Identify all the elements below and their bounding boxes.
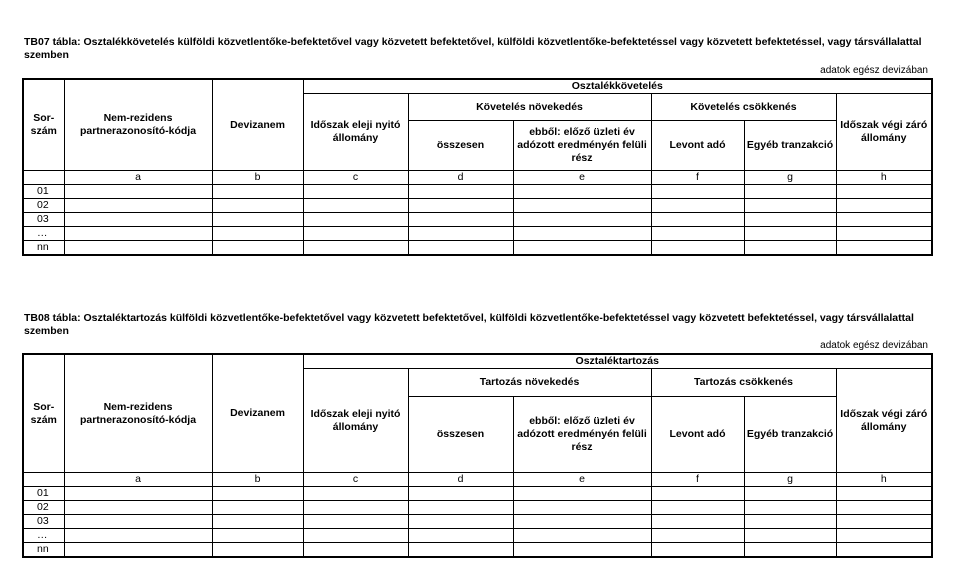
table-row [23, 529, 932, 543]
cell[interactable] [836, 501, 932, 515]
cell[interactable] [64, 529, 212, 543]
header-ebbol: ebből: előző üzleti év adózott eredményén felüli rész [513, 397, 651, 473]
letter-c: c [303, 473, 408, 487]
cell[interactable] [303, 529, 408, 543]
cell[interactable] [513, 487, 651, 501]
header-levont-ado: Levont adó [651, 121, 744, 171]
table-row [23, 501, 932, 515]
header-partner-code: Nem-rezidens partnerazonosító-kódja [64, 354, 212, 473]
table-row [23, 199, 932, 213]
cell[interactable] [408, 213, 513, 227]
cell[interactable] [513, 543, 651, 558]
cell[interactable] [651, 213, 744, 227]
tb08-unit-note: adatok egész devizában [820, 340, 928, 351]
cell[interactable] [513, 199, 651, 213]
row-code: 01 [23, 487, 64, 501]
header-egyeb-tranzakcio: Egyéb tranzakció [744, 397, 836, 473]
header-sor-szam: Sor- szám [23, 79, 64, 171]
tb07-table [22, 78, 933, 256]
row-code: 02 [23, 199, 64, 213]
cell[interactable] [651, 199, 744, 213]
header-group-osztalekkoveteles: Osztalékkövetelés [303, 79, 932, 94]
cell[interactable] [64, 501, 212, 515]
cell[interactable] [836, 185, 932, 199]
tb08-title: TB08 tábla: Osztaléktartozás külföldi közvetlentőke-befektetővel vagy közvetett befektetővel, külföldi közvetlentőke-befektetéssel vagy közvetett befektetéssel, vagy társvállalattal szemben [24, 312, 914, 337]
cell[interactable] [212, 487, 303, 501]
cell[interactable] [408, 515, 513, 529]
cell[interactable] [513, 213, 651, 227]
cell[interactable] [303, 515, 408, 529]
letter-g: g [744, 473, 836, 487]
letter-g: g [744, 171, 836, 185]
header-partner-code: Nem-rezidens partnerazonosító-kódja [64, 79, 212, 171]
table-row [23, 487, 932, 501]
row-code: nn [23, 241, 64, 256]
header-ebbol: ebből: előző üzleti év adózott eredményén felüli rész [513, 121, 651, 171]
cell[interactable] [651, 515, 744, 529]
cell[interactable] [836, 543, 932, 558]
row-code: 03 [23, 213, 64, 227]
cell[interactable] [212, 199, 303, 213]
header-koveteles-csokkenes: Követelés csökkenés [651, 94, 836, 121]
row-code: 03 [23, 515, 64, 529]
cell[interactable] [744, 227, 836, 241]
cell[interactable] [408, 199, 513, 213]
cell[interactable] [513, 185, 651, 199]
cell[interactable] [303, 241, 408, 256]
cell[interactable] [651, 501, 744, 515]
cell[interactable] [64, 515, 212, 529]
cell[interactable] [651, 241, 744, 256]
row-code: … [23, 529, 64, 543]
header-zaro-allomany: Időszak végi záró állomány [836, 369, 932, 473]
header-koveteles-novekedes: Követelés növekedés [408, 94, 651, 121]
cell[interactable] [744, 185, 836, 199]
cell[interactable] [212, 515, 303, 529]
row-code: … [23, 227, 64, 241]
cell[interactable] [212, 227, 303, 241]
header-zaro-allomany: Időszak végi záró állomány [836, 94, 932, 171]
cell[interactable] [744, 213, 836, 227]
tb07-unit-note: adatok egész devizában [820, 65, 928, 76]
header-devizanem: Devizanem [212, 354, 303, 473]
cell[interactable] [836, 213, 932, 227]
cell[interactable] [836, 241, 932, 256]
cell[interactable] [64, 241, 212, 256]
header-sor-szam: Sor- szám [23, 354, 64, 473]
header-devizanem: Devizanem [212, 79, 303, 171]
header-osszesen: összesen [408, 121, 513, 171]
header-tartozas-novekedes: Tartozás növekedés [408, 369, 651, 397]
cell[interactable] [651, 487, 744, 501]
cell[interactable] [744, 515, 836, 529]
cell[interactable] [408, 227, 513, 241]
header-osszesen: összesen [408, 397, 513, 473]
letter-h: h [836, 473, 932, 487]
letter-c: c [303, 171, 408, 185]
cell[interactable] [836, 515, 932, 529]
cell[interactable] [64, 487, 212, 501]
cell[interactable] [744, 501, 836, 515]
cell[interactable] [513, 501, 651, 515]
tb08-table [22, 353, 933, 558]
cell[interactable] [212, 529, 303, 543]
cell[interactable] [651, 543, 744, 558]
cell[interactable] [651, 529, 744, 543]
cell[interactable] [64, 543, 212, 558]
cell[interactable] [408, 487, 513, 501]
cell[interactable] [744, 487, 836, 501]
cell[interactable] [303, 185, 408, 199]
cell[interactable] [212, 241, 303, 256]
cell[interactable] [212, 185, 303, 199]
cell[interactable] [303, 199, 408, 213]
table-row [23, 227, 932, 241]
cell[interactable] [744, 199, 836, 213]
table-row [23, 185, 932, 199]
table-row [23, 543, 932, 558]
cell[interactable] [303, 543, 408, 558]
letter-d: d [408, 473, 513, 487]
cell[interactable] [212, 501, 303, 515]
row-code: 01 [23, 185, 64, 199]
header-group-osztaloktartozas: Osztaléktartozás [303, 354, 932, 369]
row-code: 02 [23, 501, 64, 515]
cell[interactable] [64, 227, 212, 241]
cell[interactable] [836, 487, 932, 501]
cell[interactable] [513, 227, 651, 241]
letter-b: b [212, 473, 303, 487]
letter-blank [23, 473, 64, 487]
letter-d: d [408, 171, 513, 185]
cell[interactable] [744, 241, 836, 256]
header-nyito-allomany: Időszak eleji nyitó állomány [303, 369, 408, 473]
cell[interactable] [64, 185, 212, 199]
row-code: nn [23, 543, 64, 558]
cell[interactable] [64, 199, 212, 213]
cell[interactable] [836, 199, 932, 213]
cell[interactable] [303, 227, 408, 241]
letter-f: f [651, 473, 744, 487]
cell[interactable] [744, 543, 836, 558]
letter-f: f [651, 171, 744, 185]
cell[interactable] [513, 515, 651, 529]
cell[interactable] [836, 227, 932, 241]
cell[interactable] [408, 185, 513, 199]
header-egyeb-tranzakcio: Egyéb tranzakció [744, 121, 836, 171]
letter-a: a [64, 171, 212, 185]
letter-blank [23, 171, 64, 185]
cell[interactable] [408, 241, 513, 256]
cell[interactable] [651, 227, 744, 241]
letter-e: e [513, 171, 651, 185]
cell[interactable] [303, 487, 408, 501]
letter-a: a [64, 473, 212, 487]
header-nyito-allomany: Időszak eleji nyitó állomány [303, 94, 408, 171]
cell[interactable] [744, 529, 836, 543]
table-row [23, 241, 932, 256]
cell[interactable] [303, 213, 408, 227]
header-levont-ado: Levont adó [651, 397, 744, 473]
cell[interactable] [64, 213, 212, 227]
cell[interactable] [651, 185, 744, 199]
cell[interactable] [408, 501, 513, 515]
cell[interactable] [513, 241, 651, 256]
cell[interactable] [408, 529, 513, 543]
letter-h: h [836, 171, 932, 185]
cell[interactable] [212, 213, 303, 227]
cell[interactable] [836, 529, 932, 543]
cell[interactable] [303, 501, 408, 515]
cell[interactable] [408, 543, 513, 558]
cell[interactable] [212, 543, 303, 558]
letter-b: b [212, 171, 303, 185]
letter-e: e [513, 473, 651, 487]
table-row [23, 213, 932, 227]
table-row [23, 515, 932, 529]
header-tartozas-csokkenes: Tartozás csökkenés [651, 369, 836, 397]
tb07-title: TB07 tábla: Osztalékkövetelés külföldi közvetlentőke-befektetővel vagy közvetett befektetővel, külföldi közvetlentőke-befektetéssel vagy közvetett befektetéssel, vagy társvállalattal szemben [24, 36, 922, 61]
cell[interactable] [513, 529, 651, 543]
